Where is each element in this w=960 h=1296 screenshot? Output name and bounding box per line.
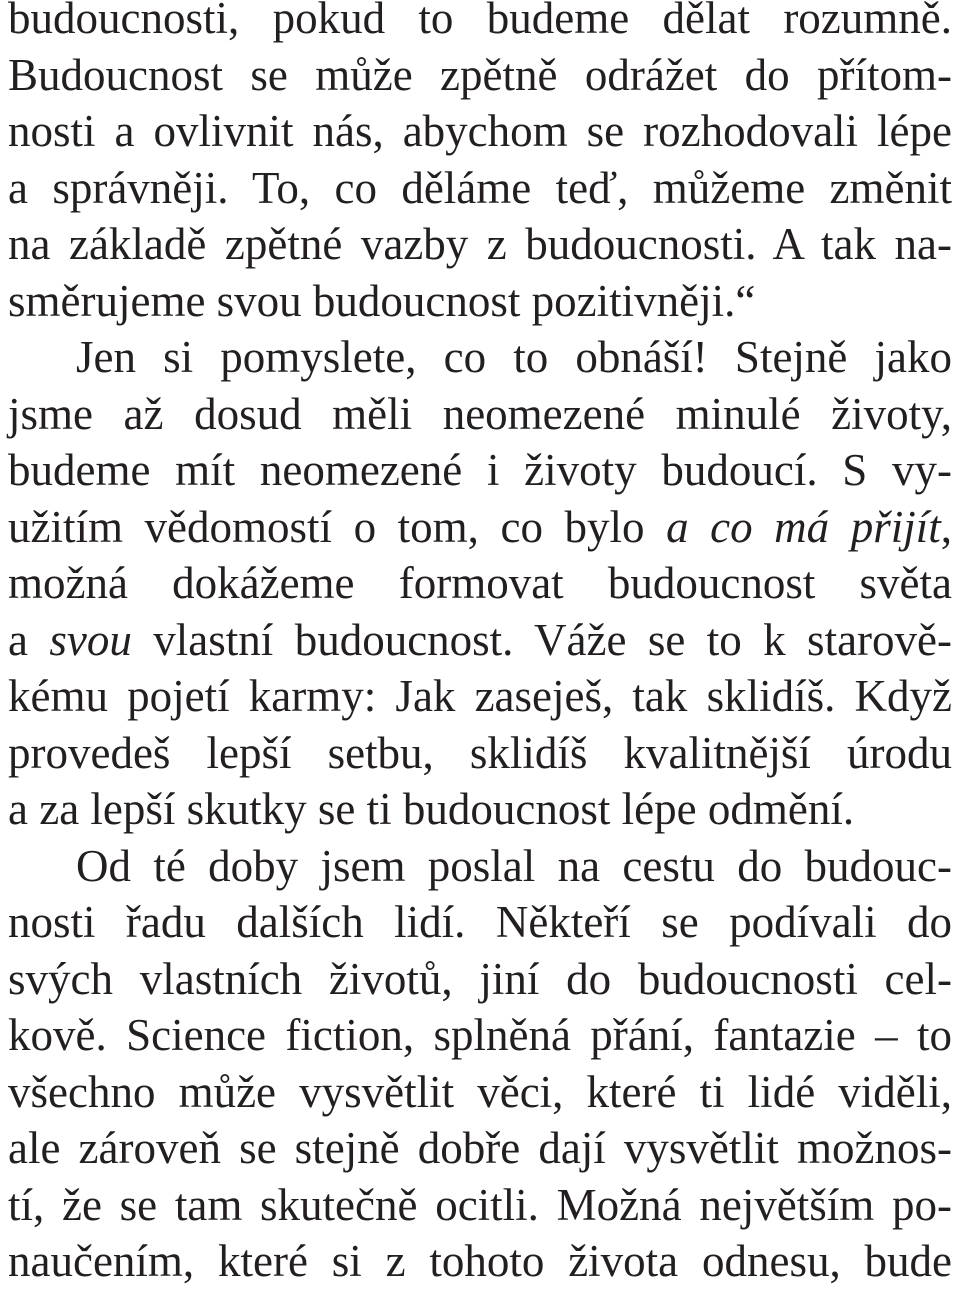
text-line xyxy=(8,329,952,386)
text-line xyxy=(8,894,952,951)
text-segment: Budoucnost se může zpětně odrážet do přítom- xyxy=(8,49,952,100)
text-segment: nosti řadu dalších lidí. Někteří se podívali do xyxy=(8,897,952,947)
text-segment: a za lepší skutky se ti budoucnost lépe odmění. xyxy=(8,784,855,834)
text-segment: tí, že se tam skutečně ocitli. Možná největším po- xyxy=(8,1179,952,1230)
text-line xyxy=(8,951,952,1008)
text-line xyxy=(8,273,952,330)
text-segment: možná dokážeme formovat budoucnost světa xyxy=(8,558,952,608)
text-segment: směrujeme svou budoucnost pozitivněji.“ xyxy=(8,275,756,326)
text-line xyxy=(8,442,952,499)
text-line xyxy=(8,1177,952,1234)
text-segment: vlastní budoucnost. Váže se to k starově- xyxy=(131,614,952,665)
text-line xyxy=(8,1233,952,1290)
text-line xyxy=(8,386,952,443)
text-line xyxy=(8,499,952,556)
italic-segment: a co má přijít xyxy=(666,501,941,552)
text-segment: budeme mít neomezené i životy budoucí. S vy- xyxy=(8,445,952,495)
text-line xyxy=(8,216,952,273)
text-line xyxy=(8,838,952,895)
text-line xyxy=(8,781,952,838)
text-segment: na základě zpětné vazby z budoucnosti. A tak na- xyxy=(8,219,952,269)
text-segment: kově. Science fiction, splněná přání, fantazie – to xyxy=(8,1010,952,1060)
text-segment: a xyxy=(8,614,50,665)
text-segment: nosti a ovlivnit nás, abychom se rozhodovali lépe xyxy=(8,106,952,156)
text-segment: užitím vědomostí o tom, co bylo xyxy=(8,501,667,552)
text-segment: Jen si pomyslete, co to obnáší! Stejně jako xyxy=(76,332,952,382)
text-segment: všechno může vysvětlit věci, které ti lidé viděli, xyxy=(8,1066,952,1117)
text-line xyxy=(8,668,952,725)
text-segment: naučením, které si z tohoto života odnesu, bude xyxy=(8,1236,952,1286)
text-segment: kému pojetí karmy: Jak zaseješ, tak sklidíš. Když xyxy=(8,671,952,721)
text-segment: budoucnosti, pokud to budeme dělat rozumně. xyxy=(8,0,952,43)
text-segment: jsme až dosud měli neomezené minulé životy, xyxy=(8,388,952,439)
text-segment: svých vlastních životů, jiní do budoucnosti cel- xyxy=(8,953,952,1004)
text-line xyxy=(8,1007,952,1064)
text-line xyxy=(8,725,952,782)
text-line xyxy=(8,47,952,104)
body-text xyxy=(8,0,952,1290)
text-segment: , xyxy=(940,501,952,552)
text-line xyxy=(8,612,952,669)
text-segment: Od té doby jsem poslal na cestu do budouc- xyxy=(76,840,952,891)
italic-segment: svou xyxy=(49,614,132,665)
text-segment: provedeš lepší setbu, sklidíš kvalitnější úrodu xyxy=(8,727,952,778)
text-line xyxy=(8,555,952,612)
text-line xyxy=(8,0,952,47)
text-line xyxy=(8,160,952,217)
text-line xyxy=(8,1120,952,1177)
text-segment: ale zároveň se stejně dobře dají vysvětlit možnos- xyxy=(8,1123,952,1173)
text-segment: a správněji. To, co děláme teď, můžeme změnit xyxy=(8,162,952,213)
text-line xyxy=(8,103,952,160)
text-line xyxy=(8,1064,952,1121)
